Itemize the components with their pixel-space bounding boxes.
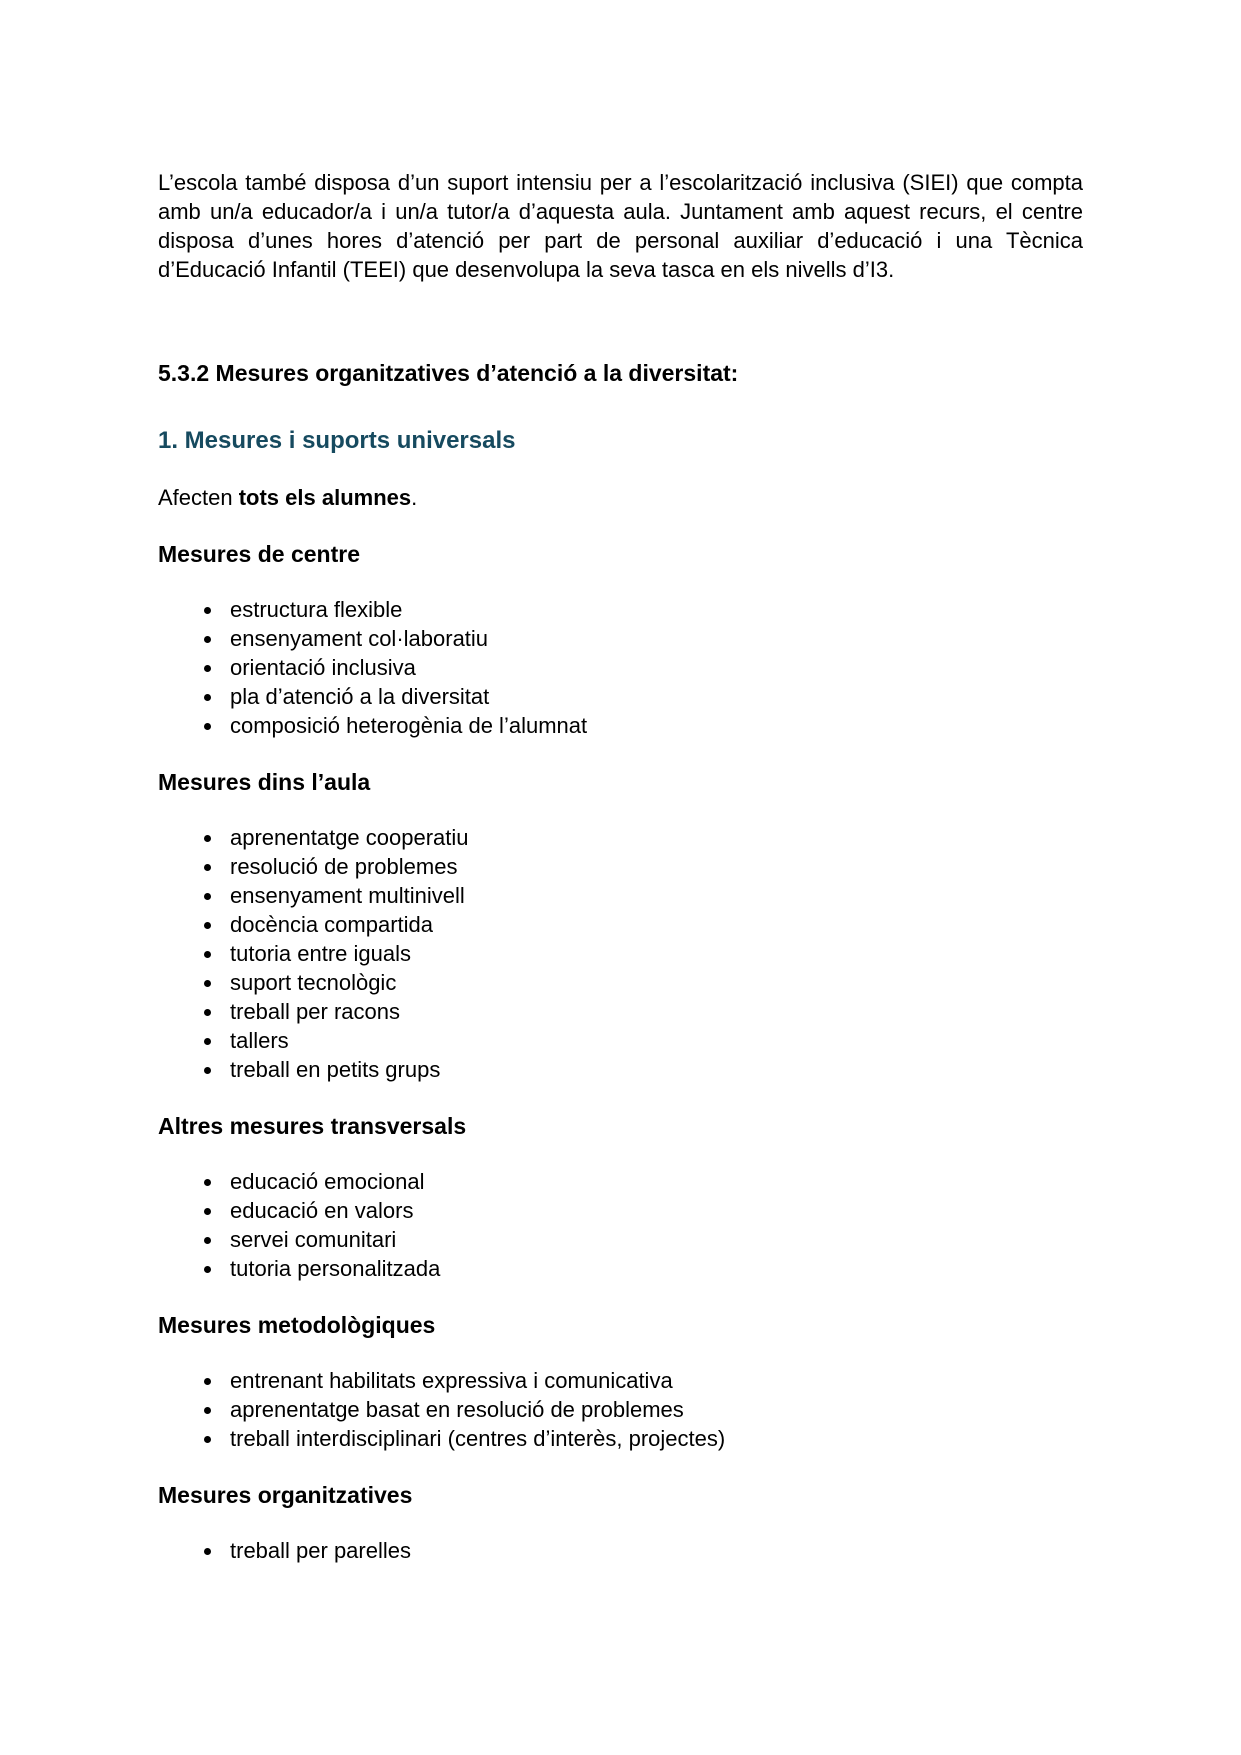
list-item: • orientació inclusiva: [224, 653, 1083, 682]
list-item: • tutoria personalitzada: [224, 1254, 1083, 1283]
bullet-list-mesures-metodologiques: [158, 1366, 1083, 1453]
list-item: • tutoria entre iguals: [224, 939, 1083, 968]
list-item: • estructura flexible: [224, 595, 1083, 624]
bullet-list-mesures-de-centre: [158, 595, 1083, 740]
list-item: • treball per racons: [224, 997, 1083, 1026]
list-item: • pla d’atenció a la diversitat: [224, 682, 1083, 711]
list-item: • docència compartida: [224, 910, 1083, 939]
subsection-heading: 1. Mesures i suports universals: [158, 427, 516, 454]
list-item: • resolució de problemes: [224, 852, 1083, 881]
list-item: • treball en petits grups: [224, 1055, 1083, 1084]
list-item: • entrenant habilitats expressiva i comunicativa: [224, 1366, 1083, 1395]
list-item: • treball per parelles: [224, 1536, 1083, 1565]
bullet-list-mesures-dins-laula: [158, 823, 1083, 1084]
bullet-list-altres-mesures-transversals: [158, 1167, 1083, 1283]
group-heading-mesures-metodologiques: Mesures metodològiques: [158, 1312, 436, 1338]
scope-line-emphasis: tots els alumnes: [238, 485, 412, 510]
list-item: • suport tecnològic: [224, 968, 1083, 997]
list-item: • educació emocional: [224, 1167, 1083, 1196]
list-item: • tallers: [224, 1026, 1083, 1055]
section-heading: 5.3.2 Mesures organitzatives d’atenció a la diversitat:: [158, 360, 739, 386]
list-item: • ensenyament col·laboratiu: [224, 624, 1083, 653]
group-heading-mesures-organitzatives: Mesures organitzatives: [158, 1482, 413, 1508]
group-heading-mesures-dins-laula: Mesures dins l’aula: [158, 769, 371, 795]
list-item: • servei comunitari: [224, 1225, 1083, 1254]
group-heading-mesures-de-centre: Mesures de centre: [158, 541, 360, 567]
list-item: • educació en valors: [224, 1196, 1083, 1225]
group-heading-altres-mesures-transversals: Altres mesures transversals: [158, 1113, 467, 1139]
scope-line: [158, 483, 1083, 512]
list-item: • aprenentatge basat en resolució de problemes: [224, 1395, 1083, 1424]
intro-paragraph: L’escola també disposa d’un suport intensiu per a l’escolarització inclusiva (SIEI) que compta amb un/a educador/a i un/a tutor/a d’aquesta aula. Juntament amb aquest recurs, el centre disposa d’unes hores d’atenció per part de personal auxiliar d’educació i una Tècnica d’Educació Infantil (TEEI) que desenvolupa la seva tasca en els nivells d’I3.: [158, 170, 1083, 282]
list-item: • composició heterogènia de l’alumnat: [224, 711, 1083, 740]
list-item: • treball interdisciplinari (centres d’interès, projectes): [224, 1424, 1083, 1453]
list-item: • ensenyament multinivell: [224, 881, 1083, 910]
list-item: • aprenentatge cooperatiu: [224, 823, 1083, 852]
bullet-list-mesures-organitzatives: [158, 1536, 1083, 1565]
scope-line-prefix: Afecten: [158, 485, 239, 510]
scope-line-suffix: .: [411, 485, 418, 510]
